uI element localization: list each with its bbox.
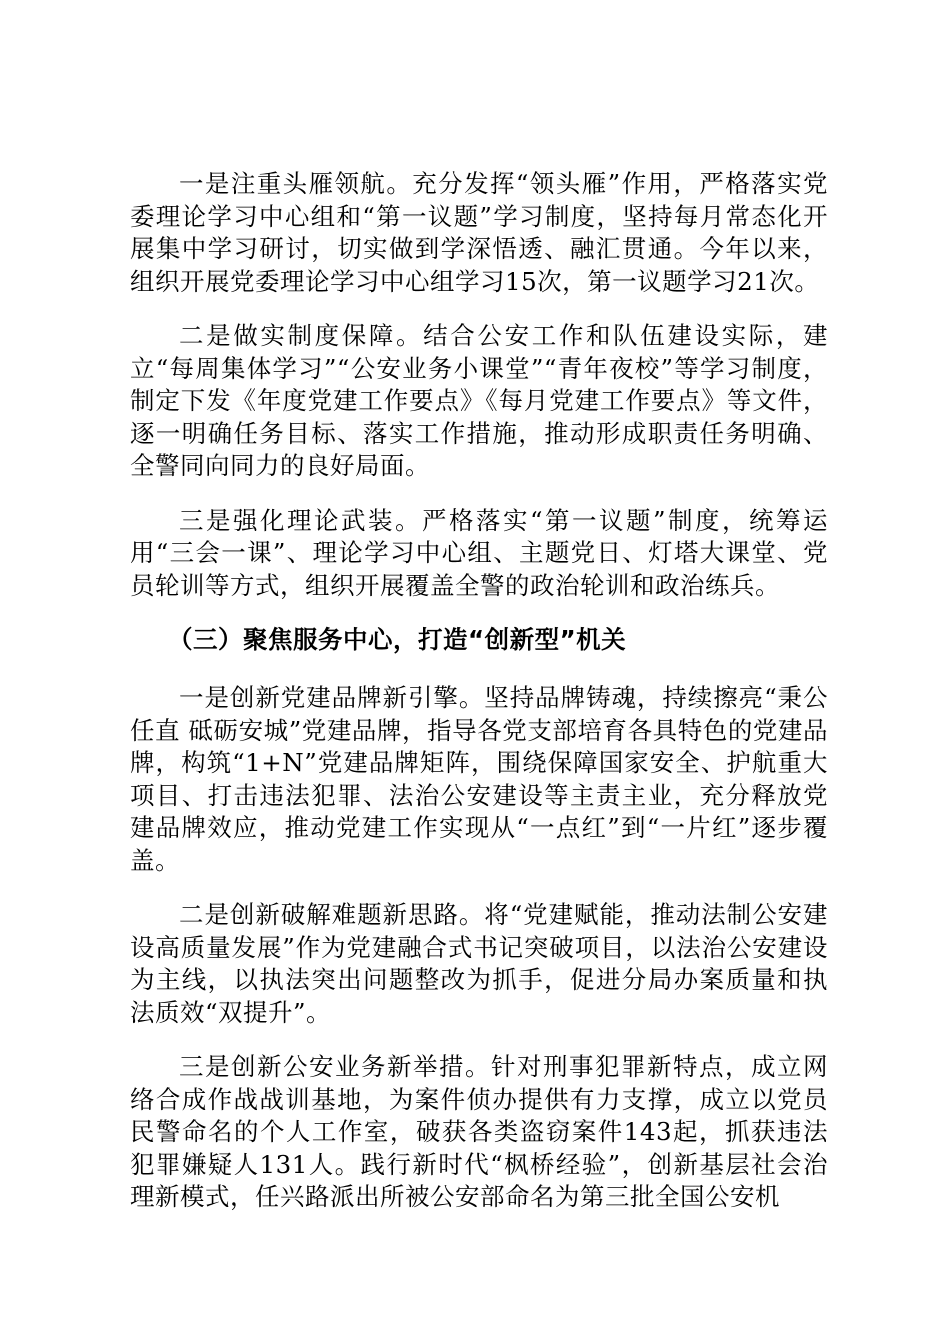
paragraph-brand-engine: 一是创新党建品牌新引擎。坚持品牌铸魂，持续擦亮“秉公任直 砥砺安城”党建品牌，指导各党支部培育各具特色的党建品牌，构筑“1+N”党建品牌矩阵，围绕保障国家安全、护航重大项目、打击违法犯罪、法治公安建设等主责主业，充分释放党建品牌效应，推动党建工作实现从“一点红”到“一片红”逐步覆盖。 xyxy=(130,683,828,875)
paragraph-police-innovation: 三是创新公安业务新举措。针对刑事犯罪新特点，成立网络合成作战战训基地，为案件侦办提供有力支撑，成立以党员民警命名的个人工作室，破获各类盗窃案件143起，抓获违法犯罪嫌疑人131人。践行新时代“枫桥经验”，创新基层社会治理新模式，任兴路派出所被公安部命名为第三批全国公安机 xyxy=(130,1052,828,1211)
section-heading: （三）聚焦服务中心，打造“创新型”机关 xyxy=(167,625,627,654)
paragraph-problem-solving: 二是创新破解难题新思路。将“党建赋能，推动法制公安建设高质量发展”作为党建融合式书记突破项目，以法治公安建设为主线，以执法突出问题整改为抓手，促进分局办案质量和执法质效“双提升”。 xyxy=(130,900,828,1027)
paragraph-lead-study: 一是注重头雁领航。充分发挥“领头雁”作用，严格落实党委理论学习中心组和“第一议题”学习制度，坚持每月常态化开展集中学习研讨，切实做到学深悟透、融汇贯通。今年以来，组织开展党委理论学习中心组学习15次，第一议题学习21次。 xyxy=(130,169,828,296)
document-body xyxy=(130,168,828,1236)
paragraph-system-guarantee: 二是做实制度保障。结合公安工作和队伍建设实际，建立“每周集体学习”“公安业务小课堂”“青年夜校”等学习制度，制定下发《年度党建工作要点》《每月党建工作要点》等文件，逐一明确任务目标、落实工作措施，推动形成职责任务明确、全警同向同力的良好局面。 xyxy=(130,321,828,480)
paragraph-theory-arming: 三是强化理论武装。严格落实“第一议题”制度，统筹运用“三会一课”、理论学习中心组、主题党日、灯塔大课堂、党员轮训等方式，组织开展覆盖全警的政治轮训和政治练兵。 xyxy=(130,505,828,600)
